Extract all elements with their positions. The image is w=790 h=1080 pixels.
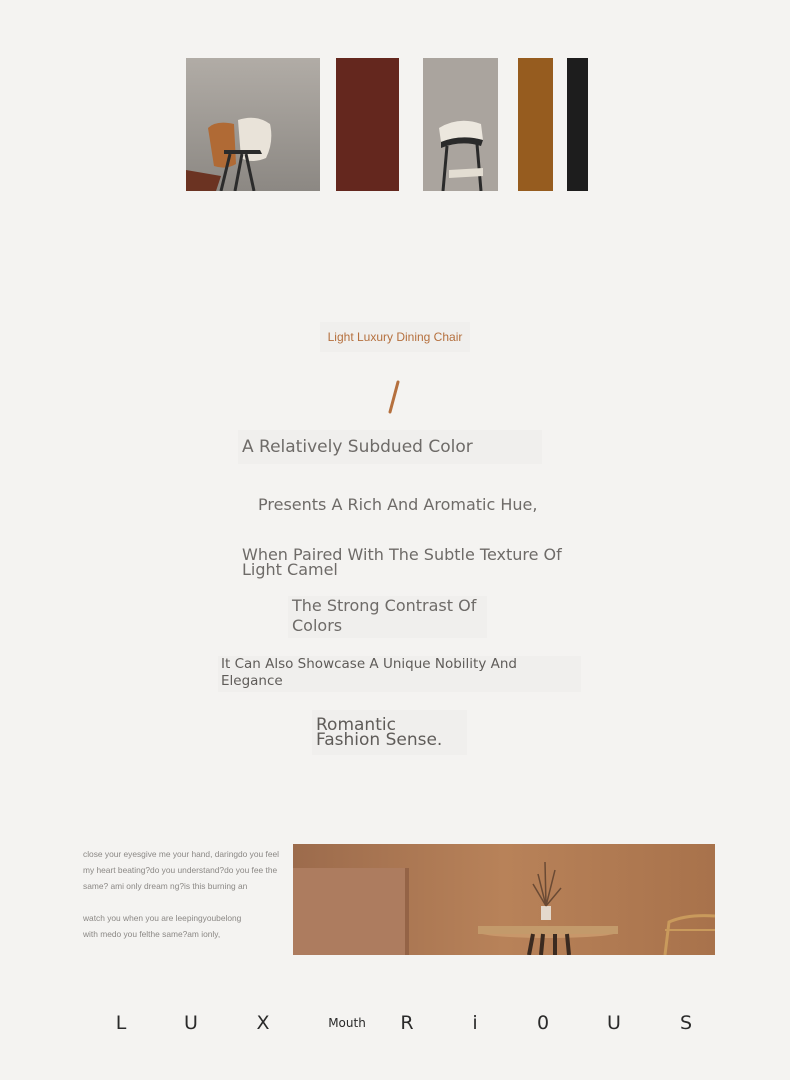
swatch-burgundy xyxy=(336,58,399,191)
poem-line-1: close your eyesgive me your hand, daringdo you feel xyxy=(83,849,279,859)
headline-line-3 xyxy=(238,544,583,582)
poem-line-5: with medo you felthe same?am ionly, xyxy=(83,929,221,939)
letter-2: U xyxy=(184,1012,198,1034)
headline-line-3a: When Paired With The Subtle Texture Of xyxy=(242,545,562,564)
headline-line-6a: Romantic xyxy=(316,715,396,735)
product-tag: Light Luxury Dining Chair xyxy=(320,322,470,352)
letter-3: X xyxy=(256,1012,270,1034)
slash-divider-icon xyxy=(388,380,400,414)
headline-line-6b: Fashion Sense. xyxy=(316,730,443,750)
headline-line-2: Presents A Rich And Aromatic Hue, xyxy=(258,495,538,514)
headline-line-4a: The Strong Contrast Of xyxy=(292,596,477,615)
swatch-black xyxy=(567,58,588,191)
poem-line-4: watch you when you are leepingyoubelong xyxy=(83,913,242,923)
letter-7: 0 xyxy=(536,1012,550,1034)
letter-5: R xyxy=(400,1012,414,1034)
headline-line-3b: Light Camel xyxy=(242,560,338,579)
letter-8: U xyxy=(607,1012,621,1034)
poem-text xyxy=(83,846,288,942)
letter-1: L xyxy=(115,1012,127,1034)
headline-line-6 xyxy=(312,710,467,755)
poem-line-3: same? ami only dream ng?is this burning an xyxy=(83,881,248,891)
headline-line-5 xyxy=(218,656,581,692)
chair-photo-2 xyxy=(423,58,498,191)
letter-9: S xyxy=(679,1012,693,1034)
headline-line-5a: It Can Also Showcase A Unique Nobility And xyxy=(221,656,517,672)
swatch-camel xyxy=(518,58,553,191)
headline-line-5b: Elegance xyxy=(221,673,283,689)
interior-scene-image xyxy=(293,844,715,955)
letter-6: i xyxy=(472,1012,478,1034)
headline-line-4b: Colors xyxy=(292,616,343,635)
poem-line-2: my heart beating?do you understand?do you fee the xyxy=(83,865,278,875)
chair-photo-1 xyxy=(186,58,320,191)
headline-line-1: A Relatively Subdued Color xyxy=(238,430,542,464)
letter-4: Mouth xyxy=(328,1016,366,1030)
headline-line-4 xyxy=(288,596,487,638)
